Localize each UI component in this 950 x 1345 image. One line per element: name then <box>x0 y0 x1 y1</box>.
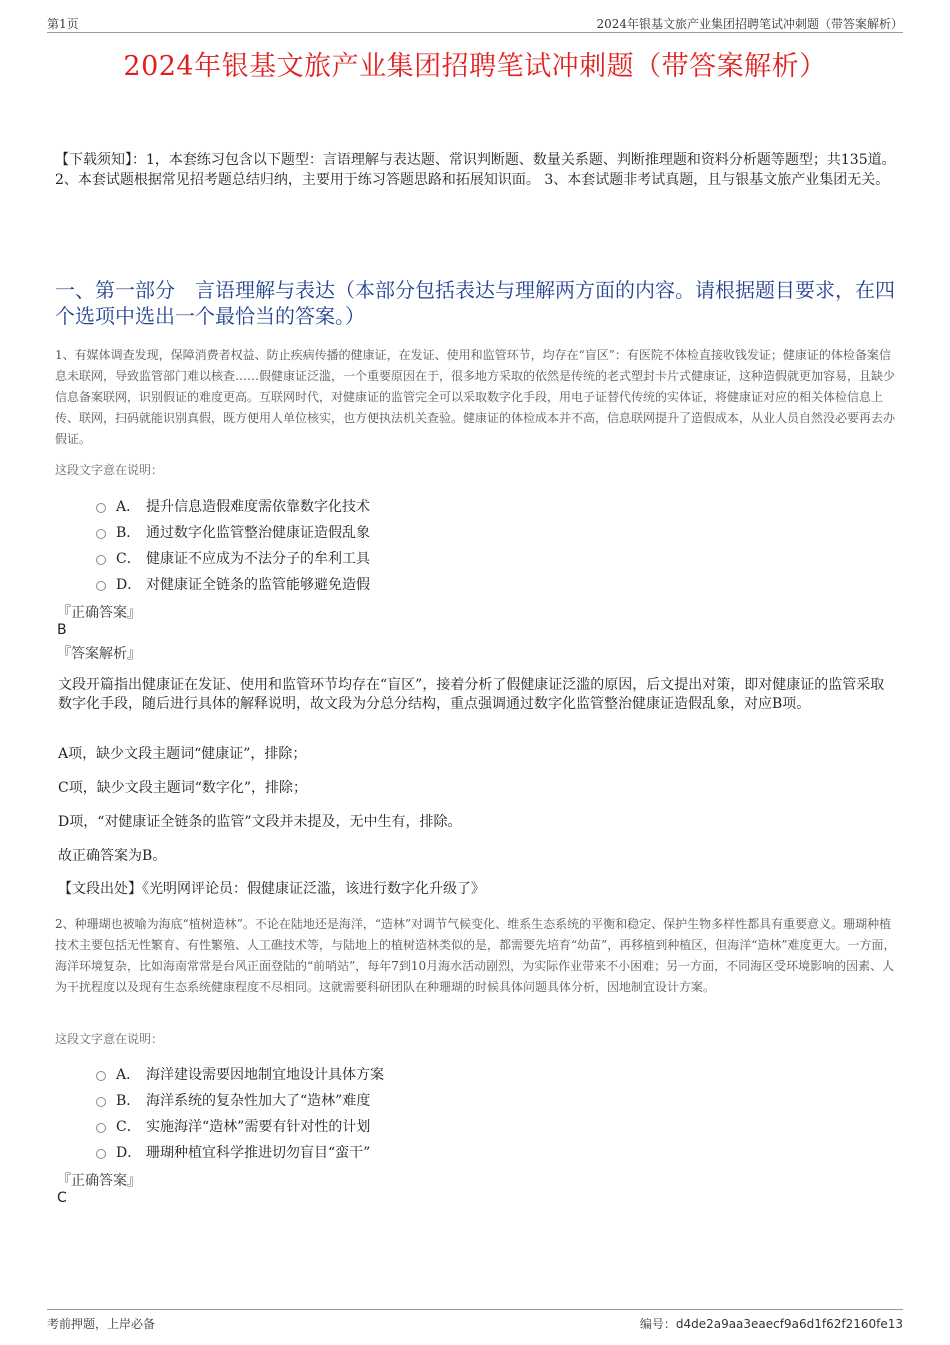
code-label: 编号： <box>639 1317 676 1331</box>
option-key: C． <box>116 1119 141 1135</box>
option-text: 珊瑚种植宜科学推进切勿盲目“蛮干” <box>146 1145 371 1161</box>
option-key: B． <box>116 525 141 541</box>
radio-icon[interactable] <box>96 1123 106 1133</box>
section-title: 一、第一部分 言语理解与表达（本部分包括表达与理解两方面的内容。请根据题目要求，在四个选项中选出一个最恰当的答案。） <box>55 278 895 328</box>
option-text: 通过数字化监管整治健康证造假乱象 <box>146 525 370 541</box>
q1-conclusion: 故正确答案为B。 <box>58 848 167 864</box>
question-2-passage: 2、种珊瑚也被喻为海底“植树造林”。不论在陆地还是海洋，“造林”对调节气候变化、维系生态系统的平衡和稳定、保护生物多样性都具有重要意义。珊瑚种植技术主要包括无性繁育、有性繁殖、人工礁技术等，与陆地上的植树造林类似的是，都需要先培育“幼苗”，再移植到种植区，但海洋“造林”难度更大。一方面，海洋环境复杂，比如海南常常是台风正面登陆的“前哨站”，每年7到10月海水活动剧烈，为实际作业带来不小困难；另一方面，不同海区受环境影响的因素、人为干扰程度以及现有生态系统健康程度不尽相同。这就需要科研团队在种珊瑚的时候具体问题具体分析，因地制宜设计方案。 <box>55 917 896 994</box>
q1-note-c: C项，缺少文段主题词“数字化”，排除； <box>58 780 308 796</box>
q1-option-b[interactable] <box>96 519 796 545</box>
q1-note-d: D项，“对健康证全链条的监管”文段并未提及，无中生有，排除。 <box>58 814 462 830</box>
q1-note-a: A项，缺少文段主题词“健康证”，排除； <box>58 746 307 762</box>
radio-icon[interactable] <box>96 529 106 539</box>
option-key: D． <box>116 1145 142 1161</box>
footer-slogan: 考前押题，上岸必备 <box>47 1317 156 1331</box>
q1-option-a[interactable] <box>96 493 796 519</box>
radio-icon[interactable] <box>96 1097 106 1107</box>
option-text: 健康证不应成为不法分子的牟利工具 <box>146 551 370 567</box>
option-text: 实施海洋“造林”需要有针对性的计划 <box>146 1119 371 1135</box>
radio-icon[interactable] <box>96 1149 106 1159</box>
option-text: 提升信息造假难度需依靠数字化技术 <box>146 499 370 515</box>
q2-option-d[interactable] <box>96 1139 796 1165</box>
option-key: C． <box>116 551 141 567</box>
option-key: A． <box>116 499 141 515</box>
q2-option-b[interactable] <box>96 1087 796 1113</box>
footer-code <box>640 1315 903 1332</box>
page-number: 第1页 <box>47 17 79 31</box>
q1-option-c[interactable] <box>96 545 796 571</box>
q1-source: 【文段出处】《光明网评论员：假健康证泛滥，该进行数字化升级了》 <box>58 881 485 897</box>
question-1-options <box>96 493 796 597</box>
option-key: B． <box>116 1093 141 1109</box>
page-header <box>47 14 903 33</box>
radio-icon[interactable] <box>96 503 106 513</box>
option-text: 海洋系统的复杂性加大了“造林”难度 <box>146 1093 371 1109</box>
question-2-options <box>96 1061 796 1165</box>
question-1-prompt: 这段文字意在说明： <box>55 463 164 477</box>
option-key: D． <box>116 577 142 593</box>
q2-correct-label: 『正确答案』 <box>57 1173 141 1189</box>
q2-option-c[interactable] <box>96 1113 796 1139</box>
code-value: d4de2a9aa3eaecf9a6d1f62f2160fe13 <box>675 1317 903 1331</box>
option-key: A． <box>116 1067 141 1083</box>
q1-correct-label: 『正确答案』 <box>57 605 141 621</box>
radio-icon[interactable] <box>96 555 106 565</box>
q1-analysis: 文段开篇指出健康证在发证、使用和监管环节均存在“盲区”，接着分析了假健康证泛滥的原因，后文提出对策，即对健康证的监管采取数字化手段，随后进行具体的解释说明，故文段为分总分结构，重点强调通过数字化监管整治健康证造假乱象，对应B项。 <box>58 677 885 712</box>
document-title: 2024年银基文旅产业集团招聘笔试冲刺题（带答案解析） <box>123 51 827 82</box>
download-notice: 【下载须知】：1，本套练习包含以下题型：言语理解与表达题、常识判断题、数量关系题、判断推理题和资料分析题等题型；共135道。 2、本套试题根据常见招考题总结归纳，主要用于练习答题思路和拓展知识面。 3、本套试题非考试真题，且与银基文旅产业集团无关。 <box>55 152 896 188</box>
radio-icon[interactable] <box>96 1071 106 1081</box>
q2-option-a[interactable] <box>96 1061 796 1087</box>
question-1-passage: 1、有媒体调查发现，保障消费者权益、防止疾病传播的健康证，在发证、使用和监管环节，均存在“盲区”：有医院不体检直接收钱发证；健康证的体检备案信息未联网，导致监管部门难以核查……假健康证泛滥，一个重要原因在于，很多地方采取的依然是传统的老式塑封卡片式健康证，这种造假就更加容易，且缺少信息备案联网，识别假证的难度更高。互联网时代，对健康证的监管完全可以采取数字化手段，用电子证替代传统的实体证，将健康证对应的相关体检信息上传、联网，扫码就能识别真假，既方便用人单位核实，也方便执法机关查验。健康证的体检成本并不高，信息联网提升了造假成本，从业人员自然没必要再去办假证。 <box>55 348 896 446</box>
q1-option-d[interactable] <box>96 571 796 597</box>
q1-analysis-label: 『答案解析』 <box>57 646 141 662</box>
option-text: 对健康证全链条的监管能够避免造假 <box>146 577 370 593</box>
q2-correct-answer: C <box>57 1190 67 1206</box>
header-doc-title: 2024年银基文旅产业集团招聘笔试冲刺题（带答案解析） <box>596 17 903 31</box>
q1-correct-answer: B <box>57 622 67 638</box>
option-text: 海洋建设需要因地制宜地设计具体方案 <box>146 1067 384 1083</box>
page-footer <box>47 1309 903 1330</box>
radio-icon[interactable] <box>96 581 106 591</box>
question-2-prompt: 这段文字意在说明： <box>55 1032 164 1046</box>
